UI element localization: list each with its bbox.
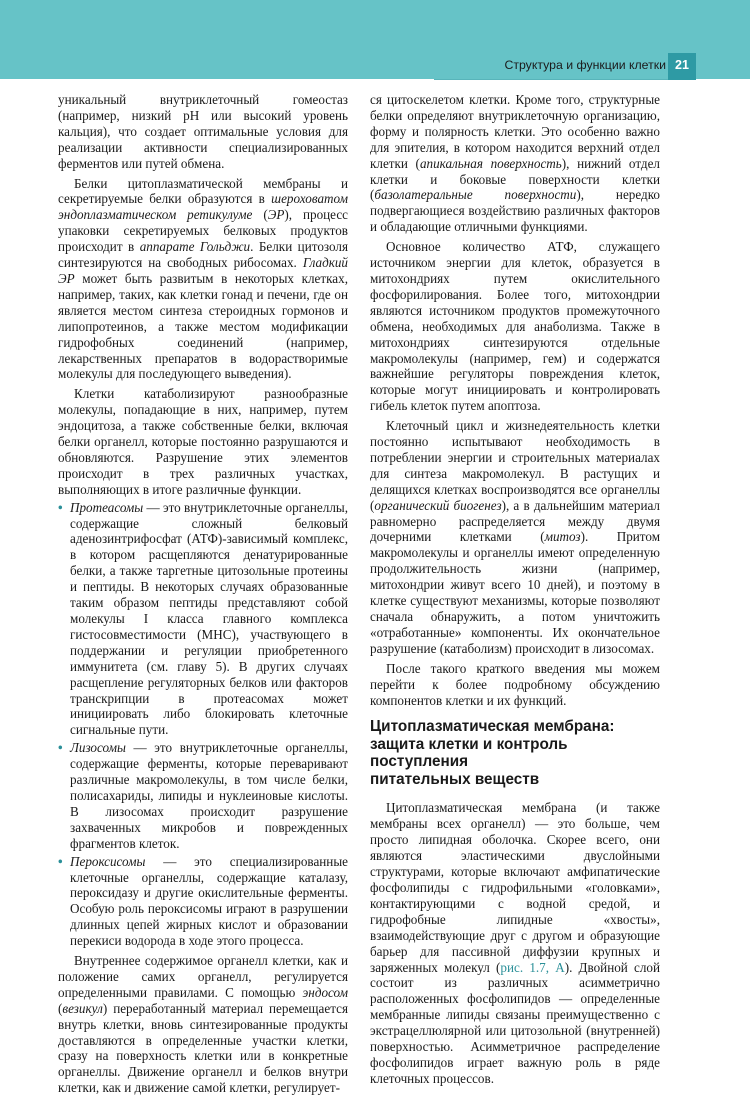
right-paragraph-2: Основное количество АТФ, служащего источником энергии для клеток, образуется в митохондриях путем окислительного фосфорилирования. Более того, митохондрии являются источником продуктов промежуточного обмена, необходимых для анаболизма. Также в митохондриях синтезируются отдельные макромолекулы (например, гем) и содержатся важнейшие регуляторы повреждения клеток, которые могут инициировать и контролировать гибель клеток путем апоптоза. bbox=[370, 239, 660, 414]
list-item-lysosomes: • Лизосомы — это внутриклеточные органеллы, содержащие ферменты, которые переваривают различные макромолекулы, в том числе белки, полисахариды, липиды и нуклеиновые кислоты. В лизосомах происходит разрушение захваченных микробов и поврежденных фрагментов клеток. bbox=[58, 740, 348, 851]
bullet-icon: • bbox=[58, 853, 63, 869]
bullet-icon: • bbox=[58, 740, 63, 756]
right-paragraph-3: Клеточный цикл и жизнедеятельность клетки постоянно испытывают необходимость в потреблении энергии и строительных материалах для синтеза макромолекул. В растущих и делящихся клетках воспроизводятся все органеллы (органический биогенез), а в дальнейшим материал равномерно распределяется между двумя дочерними клетками (митоз). Притом макромолекулы и органеллы имеют определенную продолжительность жизни (например, митохондрии живут всего 10 дней), и поэтому в клетке существуют механизмы, которые позволяют сначала обнаружить, а потом уничтожить «отработанные» компоненты. Их окончательное разрушение (катаболизм) происходит в лизосомах. bbox=[370, 418, 661, 656]
figure-reference-link[interactable]: рис. 1.7, А bbox=[500, 959, 565, 975]
left-column bbox=[58, 92, 348, 1096]
right-paragraph-5: Цитоплазматическая мембрана (и также мембраны всех органелл) — это больше, чем просто липидная оболочка. Скорее всего, они являются эластическими двуслойными структурами, которые включают амфипатические фосфолипиды с гидрофильными «головками», контактирующими с водной средой, и гидрофобные липидные «хвосты», взаимодействующие друг с другом и образующие барьер для пассивной диффузии крупных и заряженных молекул (рис. 1.7, А). Двойной слой состоит из различных асимметрично расположенных фосфолипидов — определенные мембранные липиды связаны преимущественно с экстрацеллюлярной или цитозольной (внутренней) поверхностью. Асимметричное распределение фосфолипидов играет важную роль в ряде клеточных процессов. bbox=[370, 800, 660, 1086]
left-paragraph-3: Клетки катаболизируют разнообразные молекулы, попадающие в них, например, путем эндоцитоза, а также собственные белки, включая белки органелл, которые постоянно разрушаются и обновляются. Разрушение этих элементов происходит в трех различных участках, выполняющих в итоге различные функции. bbox=[58, 386, 348, 497]
right-paragraph-1: ся цитоскелетом клетки. Кроме того, структурные белки определяют внутриклеточную организацию, форму и полярность клетки. Это особенно важно для эпителия, в котором находится верхний отдел клетки (апикальная поверхность), нижний отдел клетки и боковые поверхности клетки (базолатеральные поверхности), нередко подвергающиеся воздействию различных факторов и обладающие отличными функциями. bbox=[370, 92, 660, 235]
section-heading: Цитоплазматическая мембрана: защита клетки и контроль поступления питательных веществ bbox=[370, 718, 615, 788]
list-item-peroxisomes: • Пероксисомы — это специализированные клеточные органеллы, содержащие каталазу, пероксидазу и другие окислительные ферменты. Особую роль пероксисомы играют в разрушении длинных цепей жирных кислот и образовании перекиси водорода в ходе этого процесса. bbox=[58, 853, 348, 949]
organelle-list bbox=[58, 500, 348, 949]
page-number: 21 bbox=[675, 58, 689, 72]
right-paragraph-4: После такого краткого введения мы можем перейти к более подробному обсуждению компонентов клетки и их функций. bbox=[370, 660, 660, 708]
bullet-icon: • bbox=[58, 499, 63, 515]
running-head-title: Структура и функции клетки bbox=[504, 58, 666, 72]
right-column bbox=[370, 92, 660, 1087]
left-paragraph-2: Белки цитоплазматической мембраны и секретируемые белки образуются в шероховатом эндоплазматическом ретикулуме (ЭР), процесс упаковки секретируемых белковых продуктов происходит в аппарате Гольджи. Белки цитозоля синтезируются на свободных рибосомах. Гладкий ЭР может быть развитым в некоторых клетках, например, таких, как клетки гонад и печени, где он является местом синтеза стероидных гормонов и липопротеинов, а также местом модификации гидрофобных соединений (например, лекарственных препаратов в водорастворимые молекулы для последующего выведения). bbox=[58, 175, 348, 382]
list-item-proteasomes: • Протеасомы — это внутриклеточные органеллы, содержащие сложный белковый аденозинтрифосфат (АТФ)-зависимый комплекс, в котором расщепляются денатурированные белки, а также таргетные цитозольные протеины и пептиды. В некоторых случаях образованные таким образом пептиды представляют собой молекулы I класса главного комплекса гистосовместимости (МНС), участвующего в поддержании и регуляции приобретенного иммунитета (см. главу 5). В других случаях расщепление регуляторных белков или факторов транскрипции в протеасомах может инициировать либо блокировать клеточные сигнальные пути. bbox=[58, 499, 348, 738]
left-paragraph-1: уникальный внутриклеточный гомеостаз (например, низкий рН или высокий уровень кальция), что создает оптимальные условия для реализации активности специализированных ферментов или путей обмена. bbox=[58, 92, 348, 171]
header-rule bbox=[434, 79, 668, 80]
left-paragraph-4: Внутреннее содержимое органелл клетки, как и положение самих органелл, регулируется определенными правилами. С помощью эндосом (везикул) переработанный материал перемещается внутрь клетки, вновь синтезированные продукты доставляются в определенные участки клетки, сразу на поверхность клетки или в конкретные органеллы. Движение органелл и белков внутри клетки, как и движение самой клетки, регулирует- bbox=[58, 953, 348, 1096]
